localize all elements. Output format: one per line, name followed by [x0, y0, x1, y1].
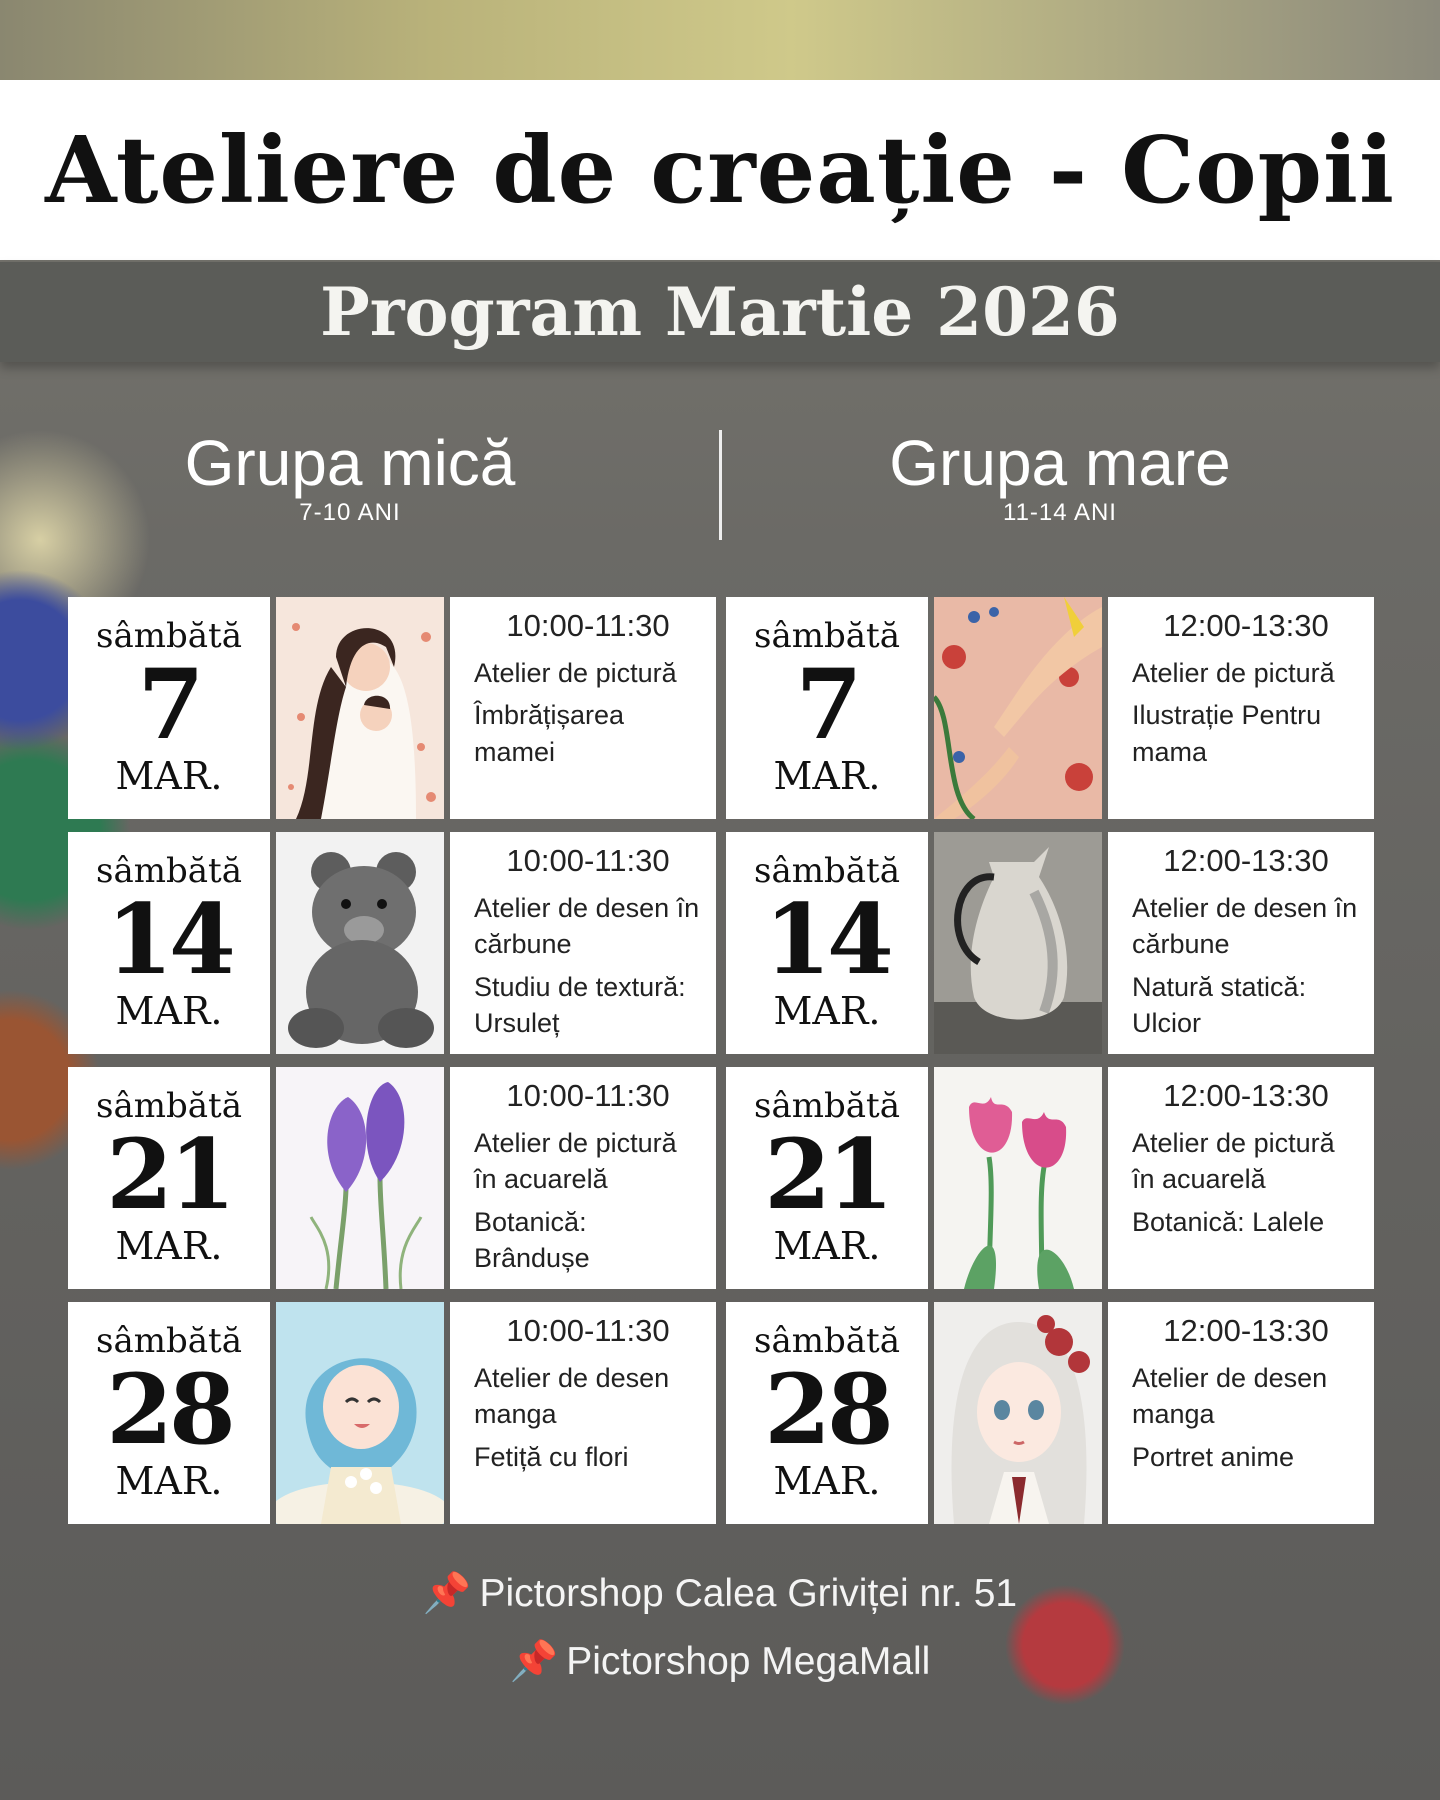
day-number: 21	[764, 1118, 890, 1232]
mother-child-illustration-image	[276, 597, 444, 819]
subtitle-band	[0, 262, 1440, 362]
day-number: 21	[106, 1118, 232, 1232]
background-art-strip	[0, 0, 1440, 80]
session-card	[68, 1067, 716, 1289]
date-block	[68, 597, 270, 819]
location-text: Pictorshop Calea Griviței nr. 51	[479, 1572, 1018, 1615]
crocus-watercolor-image	[276, 1067, 444, 1289]
group-name: Grupa mică	[184, 427, 516, 499]
month-label: MAR.	[773, 1459, 881, 1504]
session-type: Atelier de desen manga	[474, 1362, 670, 1430]
weekday-label: sâmbătă	[754, 616, 900, 656]
session-info	[1108, 1302, 1374, 1524]
manga-girl-flowers-image	[276, 1302, 444, 1524]
month-label: MAR.	[773, 754, 881, 799]
session-topic: Botanică: Lalele	[1132, 1206, 1325, 1237]
location-2	[0, 1638, 1440, 1684]
weekday-label: sâmbătă	[96, 1321, 242, 1361]
session-topic: Natură statică: Ulcior	[1132, 971, 1307, 1039]
session-info	[450, 1302, 716, 1524]
location-text: Pictorshop MegaMall	[566, 1640, 931, 1683]
session-type: Atelier de pictură în acuarelă	[474, 1127, 677, 1195]
teddy-bear-charcoal-image	[276, 832, 444, 1054]
session-type: Atelier de desen în cărbune	[474, 892, 700, 960]
location-1	[0, 1570, 1440, 1616]
session-info	[450, 1067, 716, 1289]
month-label: MAR.	[115, 989, 223, 1034]
session-card	[726, 832, 1374, 1054]
group-divider	[719, 430, 722, 540]
day-number: 14	[764, 883, 890, 997]
session-info	[1108, 832, 1374, 1054]
session-info	[450, 832, 716, 1054]
session-topic: Portret anime	[1132, 1441, 1295, 1472]
session-type: Atelier de desen în cărbune	[1132, 892, 1358, 960]
session-type: Atelier de pictură în acuarelă	[1132, 1127, 1335, 1195]
session-topic: Îmbrățișarea mamei	[474, 700, 625, 767]
session-time: 10:00-11:30	[506, 843, 670, 878]
day-number: 7	[795, 648, 859, 762]
date-block	[726, 1067, 928, 1289]
session-card	[68, 1302, 716, 1524]
group-name: Grupa mare	[889, 427, 1231, 499]
date-block	[68, 1067, 270, 1289]
session-time: 10:00-11:30	[506, 1313, 670, 1348]
date-block	[68, 1302, 270, 1524]
session-topic: Ilustrație Pentru mama	[1132, 700, 1322, 767]
weekday-label: sâmbătă	[96, 851, 242, 891]
day-number: 28	[106, 1353, 232, 1467]
date-block	[68, 832, 270, 1054]
weekday-label: sâmbătă	[96, 616, 242, 656]
day-number: 28	[764, 1353, 890, 1467]
page-subtitle: Program Martie 2026	[320, 273, 1120, 351]
month-label: MAR.	[115, 1224, 223, 1269]
month-label: MAR.	[773, 989, 881, 1034]
group-header-small	[70, 427, 630, 527]
session-time: 10:00-11:30	[506, 1078, 670, 1113]
session-card	[68, 832, 716, 1054]
anime-portrait-image	[934, 1302, 1102, 1524]
session-time: 12:00-13:30	[1163, 608, 1329, 643]
title-band	[0, 80, 1440, 260]
month-label: MAR.	[773, 1224, 881, 1269]
page-title: Ateliere de creație - Copii	[45, 116, 1395, 224]
group-age: 11-14 ANI	[1003, 499, 1117, 527]
session-time: 12:00-13:30	[1163, 1078, 1329, 1113]
session-card	[726, 1067, 1374, 1289]
month-label: MAR.	[115, 1459, 223, 1504]
session-info	[450, 597, 716, 819]
pushpin-icon: 📌	[422, 1572, 472, 1615]
group-age: 7-10 ANI	[299, 499, 401, 527]
date-block	[726, 1302, 928, 1524]
session-type: Atelier de pictură	[1132, 657, 1335, 688]
hands-flowers-illustration-image	[934, 597, 1102, 819]
weekday-label: sâmbătă	[96, 1086, 242, 1126]
session-time: 12:00-13:30	[1163, 1313, 1329, 1348]
weekday-label: sâmbătă	[754, 1086, 900, 1126]
weekday-label: sâmbătă	[754, 1321, 900, 1361]
session-info	[1108, 1067, 1374, 1289]
session-type: Atelier de desen manga	[1132, 1362, 1328, 1430]
weekday-label: sâmbătă	[754, 851, 900, 891]
session-topic: Botanică: Brândușe	[474, 1206, 590, 1274]
day-number: 14	[106, 883, 232, 997]
tulips-watercolor-image	[934, 1067, 1102, 1289]
group-header-large	[780, 427, 1340, 527]
session-card	[726, 1302, 1374, 1524]
session-time: 10:00-11:30	[506, 608, 670, 643]
session-time: 12:00-13:30	[1163, 843, 1329, 878]
month-label: MAR.	[115, 754, 223, 799]
session-card	[68, 597, 716, 819]
session-topic: Fetiță cu flori	[474, 1441, 629, 1472]
day-number: 7	[137, 648, 201, 762]
pushpin-icon: 📌	[509, 1640, 559, 1683]
session-type: Atelier de pictură	[474, 657, 677, 688]
session-topic: Studiu de textură: Ursuleț	[474, 971, 686, 1039]
session-card	[726, 597, 1374, 819]
session-info	[1108, 597, 1374, 819]
date-block	[726, 597, 928, 819]
jug-charcoal-image	[934, 832, 1102, 1054]
date-block	[726, 832, 928, 1054]
